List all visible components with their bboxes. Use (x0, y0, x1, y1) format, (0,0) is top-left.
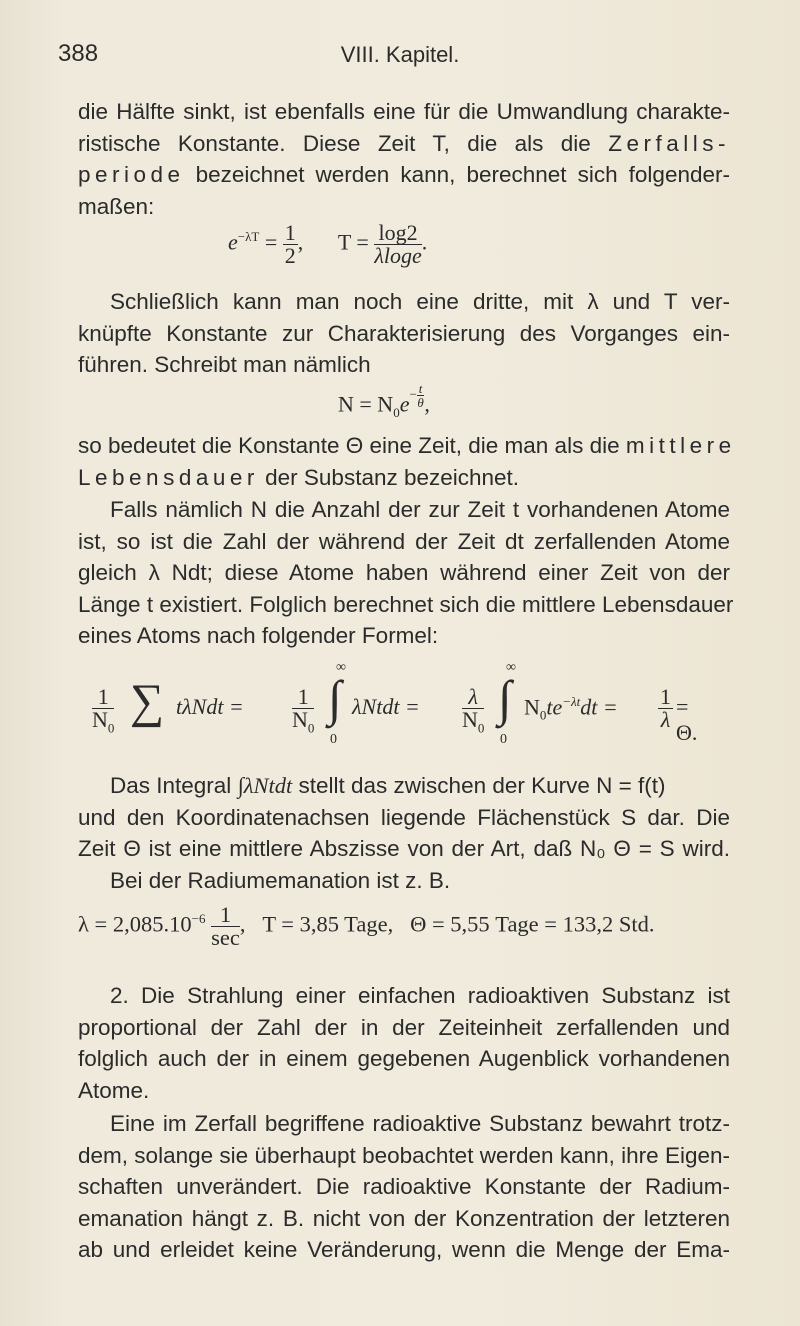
emphasized-term: Lebensdauer (78, 464, 259, 490)
text-line: eines Atoms nach folgender Formel: (78, 623, 439, 649)
text-line: schaften unverändert. Die radioaktive Konstante der Radium- (78, 1174, 730, 1200)
fraction-denominator: 2 (284, 243, 296, 268)
equation-integral (92, 660, 712, 748)
inline-integral: ∫λNtdt (237, 773, 293, 798)
text-span: bezeichnet werden kann, berechnet sich folgender- (195, 162, 730, 188)
text-line: Falls nämlich N die Anzahl der zur Zeit t vorhandenen Atome (110, 497, 730, 522)
fraction-numerator: λ (462, 686, 484, 709)
fraction-denominator: λ (660, 707, 671, 732)
integral-lower-limit: 0 (330, 732, 337, 747)
eq-term: λNtdt = (352, 694, 420, 719)
eq-exponent (409, 382, 424, 409)
eq-var: te (546, 694, 563, 720)
integral-symbol: ∫ (328, 670, 342, 726)
text-line: und den Koordinatenachsen liegende Flächenstück S dar. Die (78, 804, 730, 830)
paragraph-5 (78, 770, 730, 896)
fraction (211, 904, 240, 949)
eq-subscript: 0 (539, 707, 547, 723)
text-span: so bedeutet die Konstante Θ eine Zeit, die man als die (78, 433, 620, 458)
text-line: führen. Schreibt man nämlich (78, 352, 371, 378)
text-line: maßen: (78, 193, 155, 219)
eq-comma: , (424, 391, 430, 417)
paragraph-1 (78, 96, 730, 222)
fraction (292, 686, 314, 739)
page-number: 388 (58, 40, 99, 67)
text-line: Bei der Radiumemanation ist z. B. (110, 867, 451, 893)
eq-N: N (524, 694, 540, 720)
text-line: dem, solange sie überhaupt beobachtet werden kann, ihre Eigen- (78, 1142, 730, 1168)
text-line (78, 159, 730, 191)
integral-upper-limit: ∞ (506, 660, 516, 675)
text-line: ab und erleidet keine Veränderung, wenn die Menge der Ema- (78, 1237, 730, 1263)
eq-base: e (228, 229, 238, 255)
paragraph-7 (78, 1108, 730, 1266)
text-line: folglich auch der in einem gegebenen Augenblick vorhandenen (78, 1046, 730, 1072)
text-line: 2. Die Strahlung einer einfachen radioaktiven Substanz ist (110, 983, 730, 1008)
eq-subscript: 0 (107, 720, 115, 736)
integral-lower-limit: 0 (500, 732, 507, 747)
eq-lhs: N = N (338, 391, 394, 417)
fraction-numerator: t (418, 381, 423, 396)
integral-symbol: ∫ (498, 670, 512, 726)
fraction (283, 222, 298, 267)
eq-subscript: 0 (307, 720, 315, 736)
text-line (78, 430, 736, 462)
eq-minus: − (409, 386, 417, 402)
fraction-denominator (292, 709, 314, 739)
text-line (78, 462, 730, 494)
eq-N: N (462, 707, 478, 732)
fraction-denominator (462, 709, 484, 739)
emphasized-term: Zerfalls- (608, 130, 730, 156)
fraction-numerator: log2 (374, 222, 421, 245)
emphasized-term: periode (78, 162, 185, 188)
eq-values: , T = 3,85 Tage, Θ = 5,55 Tage = 133,2 Std. (239, 911, 655, 937)
eq-term (524, 694, 618, 724)
fraction-numerator: 1 (284, 220, 296, 245)
text-span: ristische Konstante. Diese Zeit T, die als die (78, 130, 591, 156)
text-line: ist, so ist die Zahl der während der Zeit dt zerfallenden Atome (78, 528, 730, 554)
equation-half-life (228, 222, 427, 267)
text-line: die Hälfte sinkt, ist ebenfalls eine für die Umwandlung charakte- (78, 99, 730, 124)
fraction-numerator: 1 (211, 904, 240, 927)
fraction (462, 686, 484, 739)
fraction-numerator: 1 (292, 686, 314, 709)
eq-period: . (421, 229, 428, 255)
eq-term: tλNdt = (176, 694, 244, 719)
chapter-header: VIII. Kapitel. (340, 42, 460, 67)
text-line: Zeit Θ ist eine mittlere Abszisse von der Art, daß N₀ Θ = S wird. (78, 836, 730, 862)
integral-upper-limit: ∞ (336, 660, 346, 675)
equation-mean-life (338, 382, 430, 421)
sum-symbol: ∑ (130, 675, 165, 728)
text-line: knüpfte Konstante zur Charakterisierung des Vorganges ein- (78, 320, 730, 346)
text-line: proportional der Zahl der in der Zeiteinheit zerfallenden und (78, 1014, 730, 1040)
fraction-denominator (92, 709, 114, 739)
text-span: der Substanz bezeichnet. (265, 464, 520, 490)
fraction (92, 686, 114, 739)
text-line: gleich λ Ndt; diese Atome haben während einer Zeit von der (78, 560, 730, 586)
text-line: Atome. (78, 1077, 150, 1103)
eq-N: N (292, 707, 308, 732)
fraction-denominator: sec (211, 925, 240, 950)
eq-subscript: 0 (477, 720, 485, 736)
fraction (374, 222, 421, 267)
eq-subscript: 0 (393, 404, 400, 420)
eq-T: T = (337, 229, 369, 255)
eq-N: N (92, 707, 108, 732)
equation-radium-values (78, 904, 655, 949)
eq-comma: , (297, 229, 304, 255)
paragraph-2 (78, 286, 730, 381)
text-line: emanation hängt z. B. nicht von der Konzentration der letzteren (78, 1205, 730, 1231)
paragraph-4 (78, 494, 734, 652)
fraction-denominator: θ (417, 395, 424, 410)
text-line (78, 770, 730, 802)
paragraph-3 (78, 430, 736, 493)
fraction-numerator: 1 (92, 686, 114, 709)
eq-exponent: −λt (562, 694, 581, 709)
eq-sign: = (264, 229, 278, 255)
fraction-numerator: 1 (660, 684, 671, 709)
emphasized-term: mittlere (625, 433, 736, 458)
text-line: Eine im Zerfall begriffene radioaktive Substanz bewahrt trotz- (110, 1111, 730, 1136)
eq-term: = Θ. (676, 694, 698, 745)
text-line: Länge t existiert. Folglich berechnet sich die mittlere Lebensdauer (78, 591, 734, 617)
text-span: stellt das zwischen der Kurve N = f(t) (298, 773, 666, 798)
eq-var: dt = (580, 694, 618, 720)
fraction (658, 686, 673, 731)
eq-exponent: −λT (237, 229, 260, 245)
eq-exponent: −6 (191, 911, 206, 927)
text-line: Schließlich kann man noch eine dritte, mit λ und T ver- (110, 289, 730, 314)
text-span: Das Integral (110, 773, 232, 798)
text-line (78, 128, 730, 160)
fraction-denominator: λloge (374, 243, 422, 268)
paragraph-6 (78, 980, 730, 1106)
eq-base: e (399, 391, 410, 417)
eq-lambda: λ = 2,085.10 (78, 911, 192, 937)
